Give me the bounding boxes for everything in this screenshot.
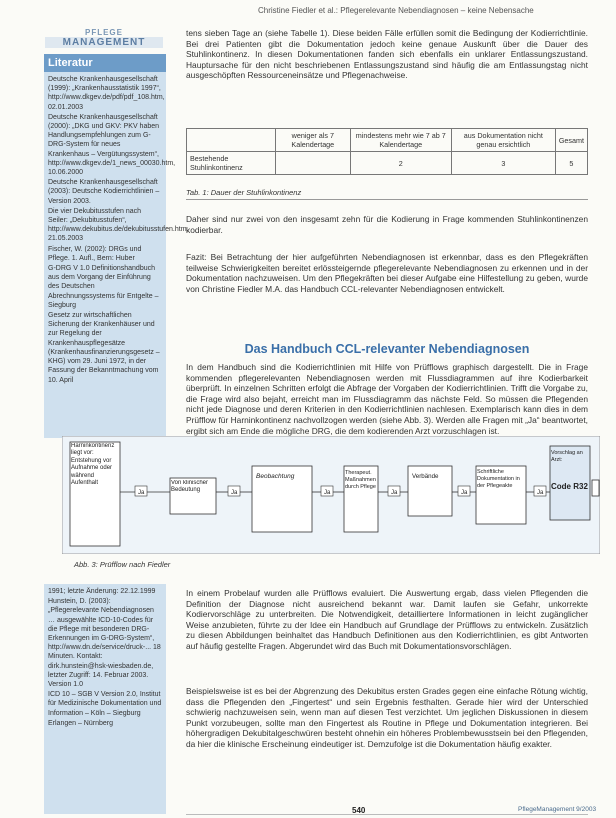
table-header-row — [187, 129, 588, 152]
pruefflow-diagram — [62, 436, 600, 554]
figure-caption: Abb. 3: Prüfflow nach Fiedler — [74, 560, 171, 569]
flow-box-2-text: Von klinischer Bedeutung — [171, 480, 209, 494]
flow-box-5-text: Verbände — [412, 473, 439, 480]
reference-item: Fischer, W. (2002): DRGs und Pflege. 1. Aufl., Bern: Huber — [48, 245, 142, 262]
reference-item: Die vier Dekubitusstufen nach Seiler: „Dekubitusstufen“, http://www.dekubitus.de/dekubitusstufen.htm, 21.05.2003 — [48, 207, 189, 243]
table-header-cell: mindestens mehr wie 7 ab 7 Kalendertage — [350, 129, 451, 152]
table-header-cell: weniger als 7 Kalendertage — [276, 129, 351, 152]
magazine-logo — [45, 28, 163, 50]
table-row — [187, 152, 588, 175]
flow-box-6-text: Schriftliche Dokumentation in der Pflegeakte — [477, 469, 520, 489]
paragraph-text: Daher sind nur zwei von den insgesamt zehn für die Kodierung in Frage kommenden Stuhlinkontinenzen kodierbar. — [186, 214, 588, 235]
table-stuhlinkontinenz — [186, 128, 588, 175]
reference-item: Hunstein, D. (2003): „Pflegerelevante Nebendiagnosen … ausgewählte ICD-10-Codes für die Pflege mit besonderen DRG-Erkennungen im G-DRG-System“, http://www.dn.de/service/druck-... 18 Minuten. Kontakt: dirk.hunstein@hsk-wiesbaden.de, letzter Zugriff: 14. Februar 2003. Version 1.0 — [48, 598, 161, 689]
flow-box-1-text: Harninkontinenz liegt vor: Entstehung vor Aufnahme oder während Aufenthalt — [71, 443, 115, 487]
reference-item: Deutsche Krankenhausgesellschaft (2003): Deutsche Kodierrichtlinien – Version 2003. — [48, 179, 160, 205]
page-number: 540 — [352, 806, 366, 815]
logo-line2: MANAGEMENT — [45, 37, 163, 48]
yes-label: Ja — [138, 490, 145, 496]
reference-list-top — [44, 72, 189, 385]
body-paragraph-6 — [186, 686, 588, 750]
paragraph-text: In einem Probelauf wurden alle Prüfflows evaluiert. Die Auswertung ergab, dass vielen Pflegenden die Definition der Diagnose nicht ausreichend bekannt war. Damit laufen sie Gefahr, unkorrekte Kodiervorschläge zu unterbreiten. Die Notwendigkeit, detailliertere Informationen in leicht zugänglicher Weise anzubieten, führte zu der Idee ein Handbuch auf Grundlage der Prüfflows zu entwickeln. Zusätzlich zu diesen Abbildungen beinhaltet das Handbuch Definitionen aus den Kodierrichtlinien, es gibt Antworten auf häufig gestellte Fragen. Abgerundet wird das Buch mit Dokumentationsvorschlägen. — [186, 588, 588, 651]
yes-label: Ja — [231, 490, 238, 496]
body-paragraph-2 — [186, 214, 588, 235]
table-header-cell: Gesamt — [555, 129, 587, 152]
table-cell: 3 — [451, 152, 555, 175]
flow-box-7-code: Code R32 — [551, 482, 588, 491]
yes-label: Ja — [537, 490, 544, 496]
footer-rule — [186, 814, 588, 815]
body-paragraph-3 — [186, 252, 588, 294]
paragraph-text: In dem Handbuch sind die Kodierrichtlinien mit Hilfe von Prüfflows graphisch dargestellt. Die in Frage kommenden pflegerelevanten Nebendiagnosen werden mit Flussdiagrammen auf ihre Kodierbarkeit überprüft. In einzelnen Schritten erfolgt die Abfrage der Vorgaben der Kodierrichtlinien. Trifft die Vorgabe zu, die Frage wird also bejaht, erreicht man im Flussdiagramm das nächste Feld. So müssen die Pflegenden nicht jede Diagnose und deren Kriterien in den Kodierrichtlinien nachlesen. Exemplarisch kann dies in dem Prüfflow für Harninkontinenz nachvollzogen werden (siehe Abb. 3). Werden alle Fragen mit „Ja“ beantwortet, ergibt sich am Ende die mögliche DRG, die dem kodierenden Arzt vorzuschlagen ist. — [186, 362, 588, 436]
yes-label: Ja — [324, 490, 331, 496]
paragraph-text: Beispielsweise ist es bei der Abgrenzung des Dekubitus ersten Grades gegen eine einfache Rötung wichtig, dass die Pflegenden den „Fingertest“ und sein Ergebnis festhalten. Gerade hier wird der Unterschied schwierig nachzuweisen sein, wenn man auf diesen Test verzichtet. Um jeglichen Diskussionen in diesem Punkt vorzubeugen, sollte man den Fingertest als Routine in Pflege und Dokumentation integrieren. Bei höhergradigen Dekubitalgeschwüren besteht ohnehin ein höheres Problembewusstsein bei den Pflegenden, da hier die klinische Erscheinung eindeutiger ist. Demzufolge ist die Dokumentation häufig exakter. — [186, 686, 588, 749]
yes-label: Ja — [391, 490, 398, 496]
literature-sidebar — [44, 54, 189, 438]
flow-box-3-text: Beobachtung — [256, 473, 295, 480]
body-paragraph-5 — [186, 588, 588, 652]
body-paragraph-1 — [186, 28, 588, 81]
flow-box-7-text: Vorschlag an Arzt: — [551, 450, 583, 463]
reference-item: 1991; letzte Änderung: 22.12.1999 — [48, 588, 156, 595]
reference-item: Erlangen – Nürnberg — [48, 719, 113, 727]
reference-list-bottom — [44, 584, 166, 728]
logo-line1: PFLEGE — [84, 28, 123, 37]
section-heading: Das Handbuch CCL-relevanter Nebendiagnosen — [244, 342, 530, 356]
yes-label: Ja — [461, 490, 468, 496]
literature-sidebar-continued — [44, 584, 166, 814]
table-cell — [276, 152, 351, 175]
reference-item: Gesetz zur wirtschaftlichen Sicherung der Krankenhäuser und zur Regelung der Krankenhauspflegesätze (Krankenhausfinanzierungsgesetz – KHG) vom 29. Juni 1972, in der Fassung der Bekanntmachung vom 10. April — [48, 312, 160, 384]
paragraph-text: tens sieben Tage an (siehe Tabelle 1). Diese beiden Fälle erfüllen somit die Bedingung der Kodierrichtlinie. Bei drei Patienten gibt die Dokumentation jedoch keine genaue Auskunft über die Dauer des Stuhlinkontinenz. In diesen Dokumentationen fanden sich ebenfalls ein unklarer Entlassungszustand. Hauptursache für den nicht beschriebenen Entlassungszustand sind häufig die am Entlassungstag nicht ausgeschöpften Ressourceneinsätze und Pflegenachweise. — [186, 28, 588, 81]
table-header-cell — [187, 129, 276, 152]
sidebar-title: Literatur — [44, 54, 166, 72]
flow-end-box — [592, 480, 599, 496]
reference-item: G-DRG V 1.0 Definitionshandbuch aus dem Vorgang der Einführung des Deutschen Abrechnungssystems für Entgelte – Siegburg — [48, 265, 159, 309]
reference-item: Deutsche Krankenhausgesellschaft (1999): „Krankenhausstatistik 1997“, http://www.dkgev.de/pdf/pdf_108.htm, 02.01.2003 — [48, 76, 165, 111]
reference-item: ICD 10 – SGB V Version 2.0, Institut für Medizinische Dokumentation und Information – Köln – Siegburg — [48, 691, 162, 717]
reference-item: Deutsche Krankenhausgesellschaft (2000): „DKG und GKV: PKV haben Handlungsempfehlungen zum G-DRG-System für neues Krankenhaus – Vergütungssystem“, http://www.dkgev.de/1_news_00030.htm, 10.06.2000 — [48, 113, 176, 177]
body-paragraph-4 — [186, 362, 588, 436]
table-cell: 2 — [350, 152, 451, 175]
table-header-cell: aus Dokumentation nicht genau ersichtlich — [451, 129, 555, 152]
table-cell: 5 — [555, 152, 587, 175]
flow-box-4-text: Therapeut. Maßnahmen durch Pflege — [345, 470, 376, 490]
paragraph-text: Fazit: Bei Betrachtung der hier aufgeführten Nebendiagnosen ist erkennbar, dass es den Pflegekräften teilweise Schwierigkeiten bereitet erlössteigernde pflegerelevante Nebendiagnosen zu erkennen und in der Dokumentation nachzuweisen. Um den Pflegekräften bei dieser Aufgabe eine Hilfestellung zu geben, wurde von Christine Fiedler M.A. das Handbuch CCL-relevanter Nebendiagnosen entwickelt. — [186, 252, 588, 294]
table-cell: Bestehende Stuhlinkontinenz — [187, 152, 276, 175]
running-head: Christine Fiedler et al.: Pflegerelevante Nebendiagnosen – keine Nebensache — [258, 6, 534, 15]
table-caption: Tab. 1: Dauer der Stuhlinkontinenz — [186, 188, 588, 200]
magazine-footer: PflegeManagement 9/2003 — [518, 806, 597, 813]
